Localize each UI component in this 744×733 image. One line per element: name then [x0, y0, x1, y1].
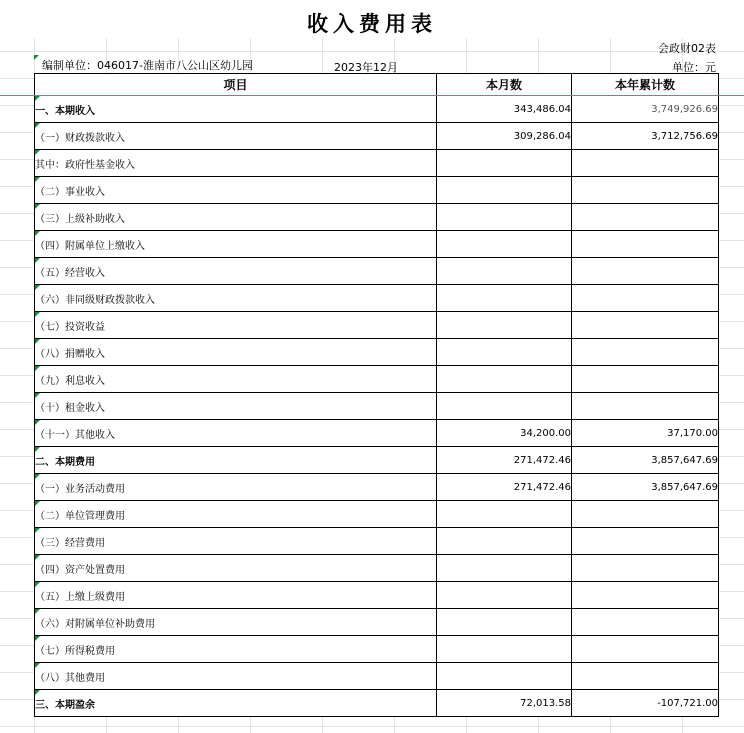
row-item-cell[interactable]	[35, 177, 437, 204]
row-item-cell[interactable]	[35, 285, 437, 312]
report-period: 2023年12月	[334, 61, 398, 74]
cell-marker-icon	[35, 663, 40, 668]
row-ytd-value[interactable]	[572, 555, 719, 582]
table-row	[35, 528, 719, 555]
row-item-label: 一、本期收入	[35, 105, 95, 117]
table-row	[35, 636, 719, 663]
column-header-item[interactable]: 项目	[35, 74, 437, 96]
currency-unit: 单位：元	[672, 61, 716, 74]
table-row	[35, 393, 719, 420]
row-item-label: （八）捐赠收入	[35, 348, 105, 360]
report-title: 收入费用表	[307, 12, 437, 36]
income-expense-table	[34, 73, 719, 717]
row-item-label: （九）利息收入	[35, 375, 105, 387]
row-item-cell[interactable]	[35, 636, 437, 663]
row-selection-line	[0, 95, 744, 96]
row-item-label: 其中：政府性基金收入	[35, 159, 135, 171]
cell-marker-icon	[34, 55, 39, 60]
cell-marker-icon	[35, 528, 40, 533]
row-month-value[interactable]	[437, 150, 572, 177]
row-month-value[interactable]	[437, 393, 572, 420]
table-row	[35, 366, 719, 393]
row-ytd-value[interactable]	[572, 312, 719, 339]
row-ytd-value[interactable]: -107,721.00	[572, 690, 719, 717]
row-ytd-value[interactable]	[572, 258, 719, 285]
row-ytd-value[interactable]	[572, 636, 719, 663]
row-item-label: （七）投资收益	[35, 321, 105, 333]
row-ytd-value[interactable]: 3,749,926.69	[572, 96, 719, 123]
table-row	[35, 474, 719, 501]
row-month-value[interactable]	[437, 528, 572, 555]
row-item-label: （三）上级补助收入	[35, 213, 125, 225]
table-row	[35, 690, 719, 717]
table-row	[35, 501, 719, 528]
row-item-cell[interactable]	[35, 204, 437, 231]
row-item-cell[interactable]	[35, 231, 437, 258]
row-ytd-value[interactable]	[572, 609, 719, 636]
row-month-value[interactable]	[437, 555, 572, 582]
row-item-cell[interactable]	[35, 555, 437, 582]
row-month-value[interactable]: 343,486.04	[437, 96, 572, 123]
row-ytd-value[interactable]: 3,857,647.69	[572, 474, 719, 501]
row-month-value[interactable]	[437, 258, 572, 285]
row-item-cell[interactable]	[35, 447, 437, 474]
cell-marker-icon	[35, 609, 40, 614]
row-item-label: （四）资产处置费用	[35, 564, 125, 576]
row-item-label: （八）其他费用	[35, 672, 105, 684]
table-row	[35, 663, 719, 690]
row-item-cell[interactable]	[35, 150, 437, 177]
row-ytd-value[interactable]	[572, 501, 719, 528]
row-month-value[interactable]: 309,286.04	[437, 123, 572, 150]
cell-marker-icon	[35, 123, 40, 128]
row-month-value[interactable]	[437, 231, 572, 258]
row-item-label: （四）附属单位上缴收入	[35, 240, 145, 252]
cell-marker-icon	[35, 501, 40, 506]
cell-marker-icon	[35, 150, 40, 155]
table-row	[35, 285, 719, 312]
row-item-label: （三）经营费用	[35, 537, 105, 549]
row-ytd-value[interactable]: 3,712,756.69	[572, 123, 719, 150]
row-item-label: （五）上缴上级费用	[35, 591, 125, 603]
row-month-value[interactable]: 34,200.00	[437, 420, 572, 447]
table-row	[35, 96, 719, 123]
row-item-label: （十）租金收入	[35, 402, 105, 414]
row-item-label: （二）单位管理费用	[35, 510, 125, 522]
row-month-value[interactable]: 271,472.46	[437, 447, 572, 474]
cell-marker-icon	[35, 366, 40, 371]
cell-marker-icon	[35, 285, 40, 290]
row-month-value[interactable]	[437, 663, 572, 690]
cell-marker-icon	[35, 393, 40, 398]
row-item-cell[interactable]	[35, 312, 437, 339]
row-month-value[interactable]	[437, 582, 572, 609]
table-row	[35, 420, 719, 447]
row-month-value[interactable]	[437, 204, 572, 231]
table-row	[35, 204, 719, 231]
row-item-label: 二、本期费用	[35, 456, 95, 468]
cell-marker-icon	[35, 582, 40, 587]
row-ytd-value[interactable]	[572, 177, 719, 204]
row-month-value[interactable]	[437, 312, 572, 339]
cell-marker-icon	[35, 177, 40, 182]
table-row	[35, 447, 719, 474]
row-month-value[interactable]	[437, 339, 572, 366]
row-ytd-value[interactable]	[572, 528, 719, 555]
row-item-cell[interactable]	[35, 690, 437, 717]
row-item-cell[interactable]	[35, 420, 437, 447]
row-month-value[interactable]	[437, 501, 572, 528]
table-row	[35, 339, 719, 366]
table-row	[35, 258, 719, 285]
row-item-cell[interactable]	[35, 339, 437, 366]
row-item-label: （七）所得税费用	[35, 645, 115, 657]
table-row	[35, 555, 719, 582]
row-item-cell[interactable]	[35, 501, 437, 528]
row-item-cell[interactable]	[35, 474, 437, 501]
table-row	[35, 609, 719, 636]
row-month-value[interactable]	[437, 285, 572, 312]
table-row	[35, 150, 719, 177]
reporting-unit: 编制单位：046017-淮南市八公山区幼儿园	[42, 59, 253, 72]
row-item-label: （一）业务活动费用	[35, 483, 125, 495]
row-item-cell[interactable]	[35, 258, 437, 285]
cell-marker-icon	[35, 636, 40, 641]
row-ytd-value[interactable]: 37,170.00	[572, 420, 719, 447]
cell-marker-icon	[35, 339, 40, 344]
cell-marker-icon	[35, 96, 40, 101]
row-month-value[interactable]	[437, 366, 572, 393]
table-row	[35, 312, 719, 339]
row-month-value[interactable]: 72,013.58	[437, 690, 572, 717]
table-row	[35, 231, 719, 258]
table-row	[35, 582, 719, 609]
cell-marker-icon	[35, 231, 40, 236]
row-item-label: （一）财政拨款收入	[35, 132, 125, 144]
row-item-cell[interactable]	[35, 609, 437, 636]
row-item-cell[interactable]	[35, 528, 437, 555]
row-item-cell[interactable]	[35, 393, 437, 420]
row-month-value[interactable]	[437, 609, 572, 636]
row-month-value[interactable]	[437, 636, 572, 663]
row-ytd-value[interactable]	[572, 663, 719, 690]
cell-marker-icon	[35, 690, 40, 695]
row-month-value[interactable]: 271,472.46	[437, 474, 572, 501]
row-item-cell[interactable]	[35, 123, 437, 150]
row-ytd-value[interactable]	[572, 285, 719, 312]
row-item-label: （六）对附属单位补助费用	[35, 618, 155, 630]
table-row	[35, 123, 719, 150]
row-item-label: 三、本期盈余	[35, 699, 95, 711]
row-item-cell[interactable]	[35, 96, 437, 123]
cell-marker-icon	[35, 447, 40, 452]
cell-marker-icon	[35, 312, 40, 317]
row-item-label: （十一）其他收入	[35, 429, 115, 441]
row-item-cell[interactable]	[35, 582, 437, 609]
column-header-month[interactable]: 本月数	[437, 74, 572, 96]
table-row	[35, 177, 719, 204]
row-item-label: （二）事业收入	[35, 186, 105, 198]
row-ytd-value[interactable]	[572, 204, 719, 231]
row-ytd-value[interactable]	[572, 231, 719, 258]
cell-marker-icon	[35, 420, 40, 425]
cell-marker-icon	[35, 258, 40, 263]
row-month-value[interactable]	[437, 177, 572, 204]
form-number: 会政财02表	[658, 42, 716, 55]
row-item-label: （五）经营收入	[35, 267, 105, 279]
row-ytd-value[interactable]: 3,857,647.69	[572, 447, 719, 474]
row-ytd-value[interactable]	[572, 339, 719, 366]
cell-marker-icon	[35, 555, 40, 560]
table-header-row	[35, 74, 719, 96]
row-ytd-value[interactable]	[572, 150, 719, 177]
column-header-ytd[interactable]: 本年累计数	[572, 74, 719, 96]
row-item-cell[interactable]	[35, 663, 437, 690]
cell-marker-icon	[35, 204, 40, 209]
row-ytd-value[interactable]	[572, 366, 719, 393]
row-ytd-value[interactable]	[572, 393, 719, 420]
cell-marker-icon	[35, 474, 40, 479]
row-ytd-value[interactable]	[572, 582, 719, 609]
row-item-label: （六）非同级财政拨款收入	[35, 294, 155, 306]
row-item-cell[interactable]	[35, 366, 437, 393]
